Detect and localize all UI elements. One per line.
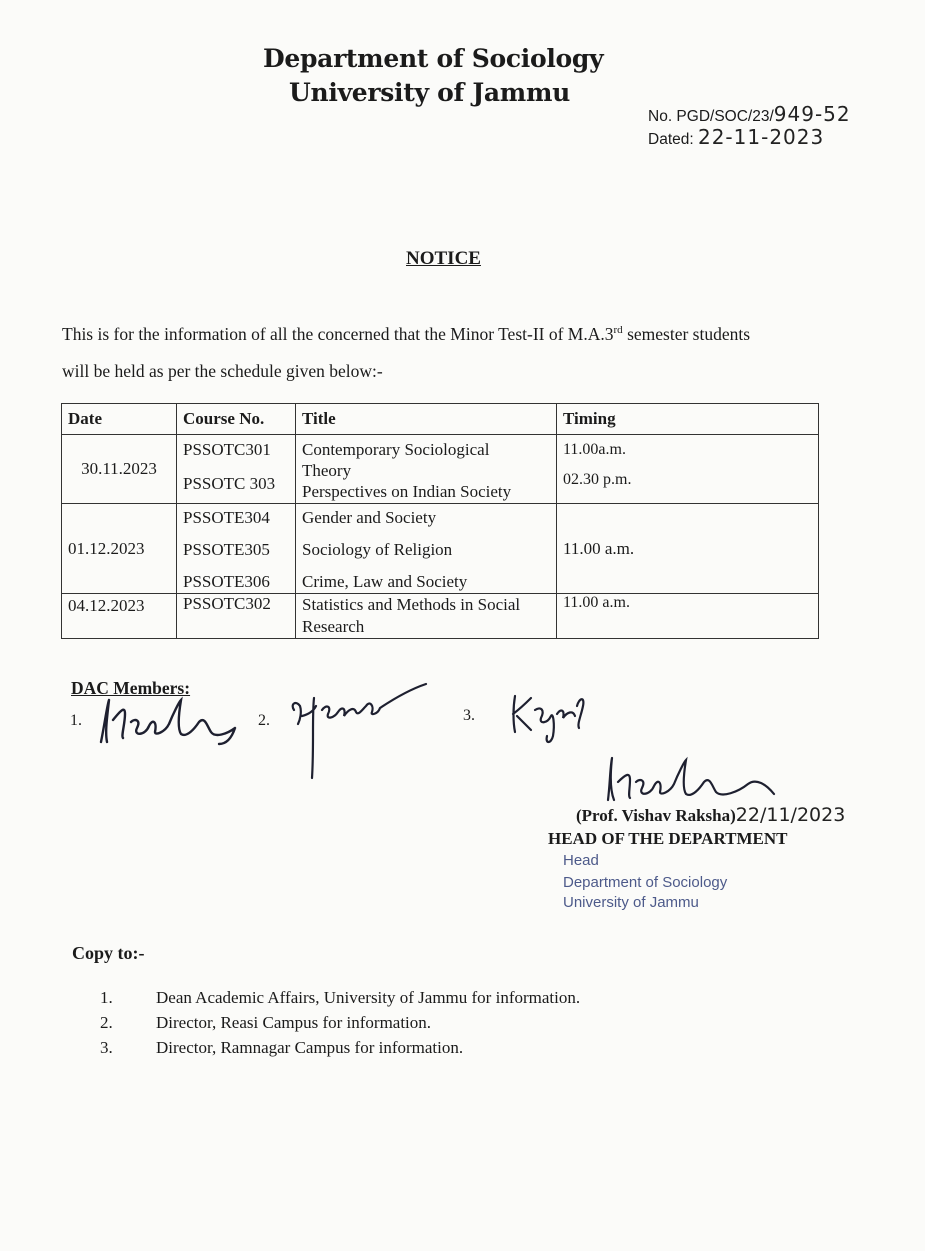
- list-item: 3. Director, Ramnagar Campus for information.: [100, 1038, 464, 1057]
- dac-member-1-number: 1.: [70, 712, 82, 729]
- notice-title: NOTICE: [406, 248, 481, 269]
- reference-date-handwritten: 22-11-2023: [697, 125, 825, 149]
- date-cell: 01.12.2023: [62, 504, 177, 594]
- stamp-line-1: Head: [563, 852, 599, 869]
- reference-number-handwritten: 949-52: [773, 102, 851, 126]
- title-cell: Contemporary Sociological Theory Perspectives on Indian Society: [296, 435, 557, 504]
- dac-member-3-number: 3.: [463, 707, 475, 724]
- course-cell: PSSOTE304 PSSOTE305 PSSOTE306: [177, 504, 296, 594]
- header-date: Date: [62, 404, 177, 435]
- signatory-name: (Prof. Vishav Raksha): [576, 806, 736, 825]
- reference-number: [648, 104, 851, 127]
- table-row: [62, 435, 819, 504]
- stamp-line-3: University of Jammu: [563, 894, 699, 911]
- table-row: [62, 594, 819, 639]
- dac-member-2-number: 2.: [258, 712, 270, 729]
- copy-to-title: Copy to:-: [72, 943, 145, 963]
- reference-date-label: Dated:: [648, 131, 694, 148]
- dac-member-1-signature: [95, 692, 255, 752]
- timing-cell: 11.00 a.m.: [557, 504, 819, 594]
- signatory-designation: HEAD OF THE DEPARTMENT: [548, 829, 788, 848]
- reference-block: [648, 104, 851, 150]
- department-stamp: [563, 850, 727, 914]
- signatory-date-handwritten: 22/11/2023: [735, 804, 846, 826]
- date-cell: 30.11.2023: [62, 435, 177, 504]
- department-name: Department of Sociology: [263, 44, 604, 73]
- head-signature: [598, 752, 798, 812]
- signatory-block: [548, 804, 845, 850]
- list-item: 1. Dean Academic Affairs, University of Jammu for information.: [100, 988, 581, 1007]
- copy-to-list: [100, 985, 580, 1060]
- university-name: University of Jammu: [289, 78, 570, 107]
- header-title: Title: [296, 404, 557, 435]
- table-row: [62, 504, 819, 594]
- reference-number-label: No. PGD/SOC/23/: [648, 108, 774, 125]
- intro-line-2: will be held as per the schedule given below:-: [62, 360, 383, 381]
- stamp-line-2: Department of Sociology: [563, 874, 728, 891]
- title-cell: Statistics and Methods in Social Research: [296, 594, 557, 639]
- reference-date: [648, 127, 851, 150]
- header-course-no: Course No.: [177, 404, 296, 435]
- dac-member-3-signature: [505, 684, 595, 750]
- signatory-name-line: [548, 804, 845, 827]
- course-cell: PSSOTC302: [177, 594, 296, 639]
- date-cell: 04.12.2023: [62, 594, 177, 639]
- dac-members-title: DAC Members:: [71, 678, 191, 698]
- intro-line-1: This is for the information of all the concerned that the Minor Test-II of M.A.3rd semester students: [62, 323, 751, 344]
- dac-member-2-signature: [282, 676, 432, 782]
- timing-cell: 11.00a.m. 02.30 p.m.: [557, 435, 819, 504]
- title-cell: Gender and Society Sociology of Religion Crime, Law and Society: [296, 504, 557, 594]
- list-item: 2. Director, Reasi Campus for information.: [100, 1013, 432, 1032]
- schedule-table: [61, 403, 819, 639]
- intro-paragraph: [62, 312, 842, 390]
- header-timing: Timing: [557, 404, 819, 435]
- table-header-row: [62, 404, 819, 435]
- timing-cell: 11.00 a.m.: [557, 594, 819, 639]
- course-cell: PSSOTC301 PSSOTC 303: [177, 435, 296, 504]
